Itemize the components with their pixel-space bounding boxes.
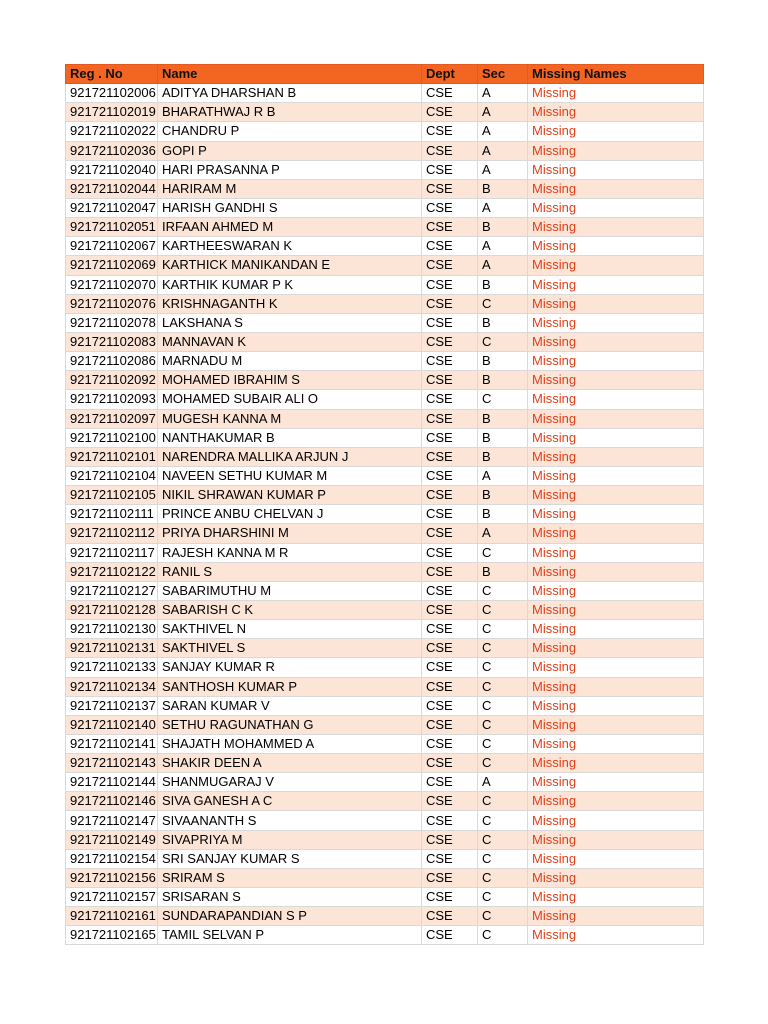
missing-status-cell: Missing [528,600,704,619]
table-row [66,122,704,141]
reg-no-cell: 921721102117 [66,543,158,562]
name-cell: NANTHAKUMAR B [158,428,422,447]
dept-cell: CSE [422,811,478,830]
name-cell: GOPI P [158,141,422,160]
dept-cell: CSE [422,352,478,371]
sec-cell: A [478,160,528,179]
missing-status-cell: Missing [528,141,704,160]
dept-cell: CSE [422,677,478,696]
table-row [66,715,704,734]
sec-cell: A [478,256,528,275]
reg-no-cell: 921721102112 [66,524,158,543]
reg-no-cell: 921721102078 [66,313,158,332]
sec-cell: C [478,581,528,600]
reg-no-cell: 921721102140 [66,715,158,734]
sec-cell: A [478,141,528,160]
name-cell: SRIRAM S [158,868,422,887]
dept-cell: CSE [422,830,478,849]
table-row [66,447,704,466]
name-cell: NARENDRA MALLIKA ARJUN J [158,447,422,466]
sec-cell: C [478,543,528,562]
reg-no-cell: 921721102101 [66,447,158,466]
sec-cell: C [478,658,528,677]
missing-status-cell: Missing [528,198,704,217]
name-cell: IRFAAN AHMED M [158,218,422,237]
dept-cell: CSE [422,792,478,811]
reg-no-cell: 921721102149 [66,830,158,849]
dept-cell: CSE [422,371,478,390]
missing-status-cell: Missing [528,907,704,926]
table-row [66,84,704,103]
table-row [66,103,704,122]
name-cell: SIVA GANESH A C [158,792,422,811]
sec-cell: C [478,734,528,753]
table-row [66,907,704,926]
missing-status-cell: Missing [528,926,704,945]
name-cell: HARIRAM M [158,179,422,198]
reg-no-cell: 921721102105 [66,486,158,505]
sec-cell: B [478,486,528,505]
reg-no-cell: 921721102086 [66,352,158,371]
header-reg-no: Reg . No [66,65,158,84]
reg-no-cell: 921721102044 [66,179,158,198]
sec-cell: A [478,198,528,217]
reg-no-cell: 921721102022 [66,122,158,141]
table-row [66,332,704,351]
missing-status-cell: Missing [528,620,704,639]
missing-status-cell: Missing [528,639,704,658]
name-cell: NAVEEN SETHU KUMAR M [158,466,422,485]
missing-status-cell: Missing [528,543,704,562]
header-name: Name [158,65,422,84]
reg-no-cell: 921721102161 [66,907,158,926]
reg-no-cell: 921721102141 [66,734,158,753]
header-dept: Dept [422,65,478,84]
reg-no-cell: 921721102122 [66,562,158,581]
table-row [66,294,704,313]
sec-cell: A [478,524,528,543]
dept-cell: CSE [422,888,478,907]
dept-cell: CSE [422,294,478,313]
reg-no-cell: 921721102144 [66,773,158,792]
reg-no-cell: 921721102083 [66,332,158,351]
name-cell: MUGESH KANNA M [158,409,422,428]
dept-cell: CSE [422,562,478,581]
missing-status-cell: Missing [528,677,704,696]
table-row [66,888,704,907]
dept-cell: CSE [422,275,478,294]
missing-status-cell: Missing [528,773,704,792]
table-row [66,160,704,179]
name-cell: SARAN KUMAR V [158,696,422,715]
missing-status-cell: Missing [528,179,704,198]
sec-cell: C [478,907,528,926]
dept-cell: CSE [422,868,478,887]
dept-cell: CSE [422,141,478,160]
table-row [66,256,704,275]
name-cell: ADITYA DHARSHAN B [158,84,422,103]
dept-cell: CSE [422,198,478,217]
sec-cell: C [478,754,528,773]
sec-cell: B [478,218,528,237]
sec-cell: A [478,773,528,792]
dept-cell: CSE [422,218,478,237]
reg-no-cell: 921721102137 [66,696,158,715]
header-sec: Sec [478,65,528,84]
dept-cell: CSE [422,849,478,868]
dept-cell: CSE [422,926,478,945]
table-row [66,313,704,332]
dept-cell: CSE [422,160,478,179]
missing-status-cell: Missing [528,754,704,773]
dept-cell: CSE [422,179,478,198]
name-cell: RANIL S [158,562,422,581]
reg-no-cell: 921721102006 [66,84,158,103]
dept-cell: CSE [422,447,478,466]
name-cell: KARTHEESWARAN K [158,237,422,256]
sec-cell: C [478,811,528,830]
reg-no-cell: 921721102131 [66,639,158,658]
table-row [66,581,704,600]
table-row [66,524,704,543]
table-row [66,198,704,217]
table-row [66,543,704,562]
dept-cell: CSE [422,524,478,543]
missing-status-cell: Missing [528,486,704,505]
reg-no-cell: 921721102051 [66,218,158,237]
reg-no-cell: 921721102040 [66,160,158,179]
name-cell: HARISH GANDHI S [158,198,422,217]
table-row [66,371,704,390]
dept-cell: CSE [422,103,478,122]
sec-cell: C [478,332,528,351]
name-cell: MARNADU M [158,352,422,371]
name-cell: KARTHIK KUMAR P K [158,275,422,294]
name-cell: NIKIL SHRAWAN KUMAR P [158,486,422,505]
dept-cell: CSE [422,600,478,619]
table-row [66,734,704,753]
missing-status-cell: Missing [528,256,704,275]
sec-cell: B [478,352,528,371]
reg-no-cell: 921721102111 [66,505,158,524]
table-header-row [66,65,704,84]
missing-status-cell: Missing [528,466,704,485]
dept-cell: CSE [422,256,478,275]
table-row [66,218,704,237]
missing-status-cell: Missing [528,447,704,466]
name-cell: SUNDARAPANDIAN S P [158,907,422,926]
dept-cell: CSE [422,466,478,485]
dept-cell: CSE [422,409,478,428]
name-cell: KRISHNAGANTH K [158,294,422,313]
dept-cell: CSE [422,658,478,677]
sec-cell: C [478,696,528,715]
reg-no-cell: 921721102070 [66,275,158,294]
table-body [66,84,704,945]
dept-cell: CSE [422,581,478,600]
name-cell: SAKTHIVEL N [158,620,422,639]
name-cell: SANJAY KUMAR R [158,658,422,677]
name-cell: BHARATHWAJ R B [158,103,422,122]
name-cell: PRINCE ANBU CHELVAN J [158,505,422,524]
name-cell: RAJESH KANNA M R [158,543,422,562]
table-row [66,677,704,696]
dept-cell: CSE [422,734,478,753]
name-cell: SRISARAN S [158,888,422,907]
table-row [66,409,704,428]
sec-cell: B [478,562,528,581]
missing-status-cell: Missing [528,811,704,830]
sec-cell: B [478,505,528,524]
missing-status-cell: Missing [528,524,704,543]
name-cell: SAKTHIVEL S [158,639,422,658]
sec-cell: C [478,926,528,945]
reg-no-cell: 921721102143 [66,754,158,773]
missing-status-cell: Missing [528,103,704,122]
reg-no-cell: 921721102076 [66,294,158,313]
sec-cell: B [478,409,528,428]
reg-no-cell: 921721102097 [66,409,158,428]
name-cell: SETHU RAGUNATHAN G [158,715,422,734]
name-cell: SHAJATH MOHAMMED A [158,734,422,753]
reg-no-cell: 921721102100 [66,428,158,447]
dept-cell: CSE [422,639,478,658]
table-row [66,811,704,830]
dept-cell: CSE [422,486,478,505]
dept-cell: CSE [422,754,478,773]
name-cell: SANTHOSH KUMAR P [158,677,422,696]
reg-no-cell: 921721102130 [66,620,158,639]
reg-no-cell: 921721102133 [66,658,158,677]
table-row [66,639,704,658]
reg-no-cell: 921721102069 [66,256,158,275]
missing-status-cell: Missing [528,160,704,179]
table-row [66,179,704,198]
reg-no-cell: 921721102104 [66,466,158,485]
dept-cell: CSE [422,122,478,141]
reg-no-cell: 921721102165 [66,926,158,945]
sec-cell: B [478,179,528,198]
missing-status-cell: Missing [528,428,704,447]
dept-cell: CSE [422,313,478,332]
reg-no-cell: 921721102154 [66,849,158,868]
reg-no-cell: 921721102036 [66,141,158,160]
sec-cell: C [478,620,528,639]
reg-no-cell: 921721102146 [66,792,158,811]
dept-cell: CSE [422,237,478,256]
missing-names-table [65,64,704,945]
sec-cell: C [478,715,528,734]
reg-no-cell: 921721102092 [66,371,158,390]
reg-no-cell: 921721102147 [66,811,158,830]
name-cell: SABARISH C K [158,600,422,619]
table-row [66,830,704,849]
table-row [66,849,704,868]
table-row [66,275,704,294]
missing-status-cell: Missing [528,868,704,887]
header-missing-names: Missing Names [528,65,704,84]
missing-status-cell: Missing [528,352,704,371]
table-row [66,390,704,409]
name-cell: SIVAPRIYA M [158,830,422,849]
table-row [66,141,704,160]
dept-cell: CSE [422,390,478,409]
sec-cell: C [478,639,528,658]
sec-cell: C [478,390,528,409]
sec-cell: C [478,830,528,849]
sec-cell: B [478,371,528,390]
sec-cell: C [478,849,528,868]
table-row [66,237,704,256]
table-row [66,773,704,792]
reg-no-cell: 921721102127 [66,581,158,600]
sec-cell: B [478,275,528,294]
name-cell: SHAKIR DEEN A [158,754,422,773]
name-cell: MOHAMED SUBAIR ALI O [158,390,422,409]
missing-status-cell: Missing [528,122,704,141]
sec-cell: B [478,428,528,447]
sec-cell: A [478,122,528,141]
reg-no-cell: 921721102157 [66,888,158,907]
missing-status-cell: Missing [528,562,704,581]
missing-status-cell: Missing [528,888,704,907]
missing-status-cell: Missing [528,581,704,600]
missing-status-cell: Missing [528,658,704,677]
dept-cell: CSE [422,543,478,562]
missing-status-cell: Missing [528,294,704,313]
missing-status-cell: Missing [528,696,704,715]
table-row [66,428,704,447]
table-row [66,696,704,715]
table-row [66,926,704,945]
table-row [66,600,704,619]
name-cell: PRIYA DHARSHINI M [158,524,422,543]
sec-cell: A [478,103,528,122]
missing-status-cell: Missing [528,371,704,390]
dept-cell: CSE [422,620,478,639]
sec-cell: A [478,84,528,103]
table-row [66,658,704,677]
name-cell: MANNAVAN K [158,332,422,351]
name-cell: MOHAMED IBRAHIM S [158,371,422,390]
table-row [66,505,704,524]
name-cell: SIVAANANTH S [158,811,422,830]
table-row [66,352,704,371]
dept-cell: CSE [422,715,478,734]
reg-no-cell: 921721102019 [66,103,158,122]
table-row [66,466,704,485]
table-row [66,486,704,505]
missing-status-cell: Missing [528,84,704,103]
reg-no-cell: 921721102067 [66,237,158,256]
missing-status-cell: Missing [528,218,704,237]
name-cell: SHANMUGARAJ V [158,773,422,792]
reg-no-cell: 921721102156 [66,868,158,887]
name-cell: SRI SANJAY KUMAR S [158,849,422,868]
name-cell: TAMIL SELVAN P [158,926,422,945]
missing-status-cell: Missing [528,830,704,849]
missing-status-cell: Missing [528,332,704,351]
dept-cell: CSE [422,84,478,103]
sec-cell: B [478,313,528,332]
table-row [66,792,704,811]
sec-cell: C [478,792,528,811]
name-cell: KARTHICK MANIKANDAN E [158,256,422,275]
sec-cell: C [478,888,528,907]
dept-cell: CSE [422,428,478,447]
sec-cell: C [478,294,528,313]
reg-no-cell: 921721102093 [66,390,158,409]
name-cell: CHANDRU P [158,122,422,141]
sec-cell: C [478,677,528,696]
dept-cell: CSE [422,907,478,926]
name-cell: LAKSHANA S [158,313,422,332]
table-row [66,620,704,639]
dept-cell: CSE [422,505,478,524]
missing-status-cell: Missing [528,237,704,256]
name-cell: HARI PRASANNA P [158,160,422,179]
missing-status-cell: Missing [528,734,704,753]
reg-no-cell: 921721102134 [66,677,158,696]
missing-status-cell: Missing [528,792,704,811]
table-row [66,562,704,581]
missing-status-cell: Missing [528,313,704,332]
sec-cell: C [478,600,528,619]
table-row [66,754,704,773]
missing-status-cell: Missing [528,715,704,734]
missing-status-cell: Missing [528,390,704,409]
missing-status-cell: Missing [528,505,704,524]
dept-cell: CSE [422,696,478,715]
missing-status-cell: Missing [528,275,704,294]
sec-cell: C [478,868,528,887]
missing-status-cell: Missing [528,849,704,868]
sec-cell: B [478,447,528,466]
name-cell: SABARIMUTHU M [158,581,422,600]
missing-status-cell: Missing [528,409,704,428]
sec-cell: A [478,466,528,485]
dept-cell: CSE [422,332,478,351]
sec-cell: A [478,237,528,256]
dept-cell: CSE [422,773,478,792]
reg-no-cell: 921721102047 [66,198,158,217]
reg-no-cell: 921721102128 [66,600,158,619]
table-row [66,868,704,887]
